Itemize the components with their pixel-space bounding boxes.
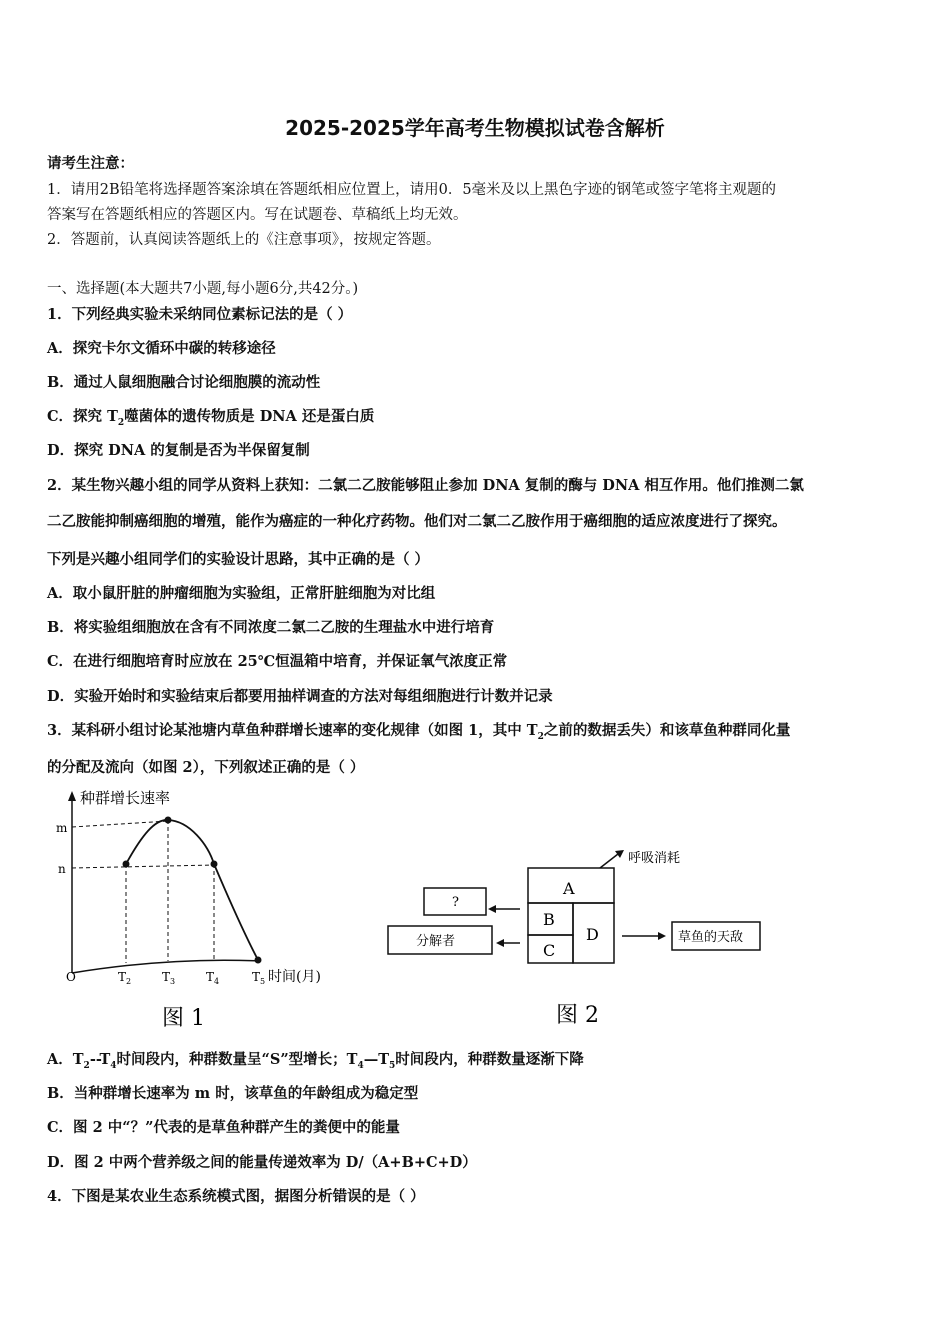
q2-option-b: B．将实验组细胞放在含有不同浓度二氯二乙胺的生理盐水中进行培育 [47,619,495,636]
fig2-caption: 图 2 [556,1003,599,1028]
fig2-label-c: C [543,941,556,960]
fig2-label-a: A [563,879,575,898]
fig1-tick-t2: $T_2$ [118,970,132,986]
q3-stem-2: 的分配及流向（如图 2），下列叙述正确的是（ ） [47,759,365,776]
q1-option-c: C．探究 $T_2$噬菌体的遗传物质是 DNA 还是蛋白质 [47,408,375,428]
fig1-growth-curve [126,820,258,960]
q2-stem-1: 2．某生物兴趣小组的同学从资料上获知：二氯二乙胺能够阻止参加 DNA 复制的酶与 DNA 相互作用。他们推测二氯 [47,477,804,494]
q1-stem: 1．下列经典实验未采纳同位素标记法的是（ ） [47,306,353,323]
fig2-label-enemy: 草鱼的天敌 [678,930,744,945]
fig1-xlabel: 时间(月) [268,969,321,985]
fig1-tick-t3: $T_3$ [162,970,176,986]
q2-stem-3: 下列是兴趣小组同学们的实验设计思路，其中正确的是（ ） [47,551,430,568]
fig1-tick-t5: $T_5$ [252,970,266,986]
q3-option-a: A．$T_2--T_4$时间段内，种群数量呈“S”型增长；$T_4—T_5$时间段内，种群数量逐渐下降 [47,1051,584,1071]
fig1-caption: 图 1 [162,1006,205,1031]
fig2-label-d: D [586,925,599,944]
notice-item-1a: 1．请用2B铅笔将选择题答案涂填在答题纸相应位置上，请用0．5毫米及以上黑色字迹的钢笔或签字笔将主观题的 [47,182,777,198]
fig1-y-n: n [58,862,66,876]
fig1-point-t4 [211,861,218,868]
q3-option-c: C．图 2 中“？”代表的是草鱼种群产生的粪便中的能量 [47,1119,400,1136]
fig1-ylabel: 种群增长速率 [80,789,171,807]
fig2-label-b: B [543,910,555,929]
q2-option-c: C．在进行细胞培育时应放在 25℃恒温箱中培育，并保证氧气浓度正常 [47,653,508,670]
fig2-label-respiration: 呼吸消耗 [628,851,681,866]
q1-option-d: D．探究 DNA 的复制是否为半保留复制 [47,442,310,459]
q3-stem-1: 3．某科研小组讨论某池塘内草鱼种群增长速率的变化规律（如图 1，其中 $T_2$之前的数据丢失）和该草鱼种群同化量 [47,722,791,742]
figure-2 [380,840,780,1035]
q3-option-d: D．图 2 中两个营养级之间的能量传递效率为 D/（A+B+C+D） [47,1154,477,1171]
fig1-tick-t4: $T_4$ [206,970,220,986]
figure-1 [50,785,360,1035]
q2-option-a: A．取小鼠肝脏的肿瘤细胞为实验组，正常肝脏细胞为对比组 [47,585,436,602]
fig2-label-decomposer: 分解者 [416,934,456,949]
notice-item-2: 2．答题前，认真阅读答题纸上的《注意事项》，按规定答题。 [47,232,441,248]
fig1-y-m: m [56,821,68,835]
section-heading: 一、选择题(本大题共7小题,每小题6分,共42分。) [47,281,359,297]
notice-heading: 请考生注意： [47,155,134,172]
q2-stem-2: 二乙胺能抑制癌细胞的增殖，能作为癌症的一种化疗药物。他们对二氯二乙胺作用于癌细胞的适应浓度进行了探究。 [47,513,787,530]
fig1-point-t5 [255,957,262,964]
q2-option-d: D．实验开始时和实验结束后都要用抽样调查的方法对每组细胞进行计数并记录 [47,688,553,705]
fig1-point-t2 [123,861,130,868]
fig1-point-t3 [165,817,172,824]
q1-option-a: A．探究卡尔文循环中碳的转移途径 [47,340,276,357]
fig2-label-unknown: ? [452,895,459,910]
q4-stem: 4．下图是某农业生态系统模式图，据图分析错误的是（ ） [47,1188,425,1205]
page-title: 2025-2025学年高考生物模拟试卷含解析 [285,116,665,140]
fig1-origin: O [66,970,76,984]
q1-option-b: B．通过人鼠细胞融合讨论细胞膜的流动性 [47,374,321,391]
notice-item-1b: 答案写在答题纸相应的答题区内。写在试题卷、草稿纸上均无效。 [47,207,468,223]
q3-option-b: B．当种群增长速率为 m 时，该草鱼的年龄组成为稳定型 [47,1085,419,1102]
